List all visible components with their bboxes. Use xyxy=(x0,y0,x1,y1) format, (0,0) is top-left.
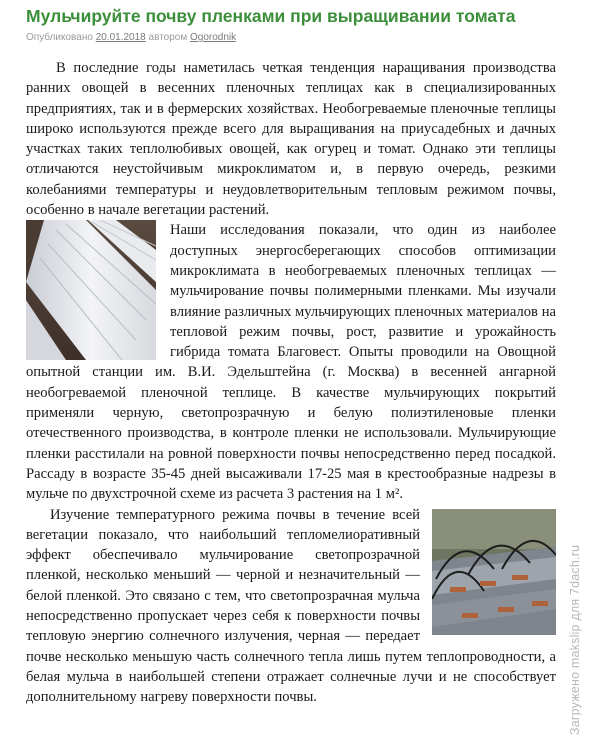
author-link[interactable]: Ogorodnik xyxy=(190,32,237,43)
mulch-film-hoops-photo xyxy=(432,509,556,635)
published-label: Опубликовано xyxy=(26,32,93,43)
article-paragraph-1: В последние годы наметилась четкая тенденция наращивания производства ранних овощей в весенних пленочных теплицах как в специализированных предприятиях, так и в фермерских хозяйствах. Необогреваемые пленочные теплицы широко используются прежде всего для выращивания на приусадебных и дачных участках таких теплолюбивых овощей, как огурец и томат. Однако эти теплицы отличаются неустойчивым микроклиматом и, в первую очередь, резкими колебаниями температуры и неудовлетворительным тепловым режимом почвы, особенно в начале вегетации растений. xyxy=(26,60,556,219)
article-paragraph-2: Наши исследования показали, что один из наиболее доступных энергосберегающих способов оптимизации микроклимата в необогреваемых пленочных теплицах — мульчирование почвы полимерными пленками. Мы изучали влияние различных мульчирующих пленочных материалов на тепловой режим почвы, рост, развитие и урожайность гибрида томата Благовест. Опыты проводили на Овощной опытной станции им. В.И. Эдельштейна (г. Москва) в весенней ангарной необогреваемой пленочной теплице. В качестве мульчирующих покрытий применяли черную, светопрозрачную и белую полиэтиленовые пленки отечественного производства, в контроле пленки не использовали. Мульчирующие пленки расстилали на ровной поверхности почвы непосредственно перед посадкой. Рассаду в возрасте 35-45 дней высаживали 17-25 мая в крестообразные надрезы в мульче по двухстрочной схеме из расчета 3 растения на 1 м². xyxy=(26,222,556,503)
article-body xyxy=(26,58,556,708)
article-meta xyxy=(26,32,236,43)
white-film-rows-photo xyxy=(26,220,156,360)
publish-date-link[interactable]: 20.01.2018 xyxy=(95,32,146,43)
site-watermark: Загружено makslip для 7dach.ru xyxy=(568,544,582,735)
article-paragraph-3: Изучение температурного режима почвы в течение всей вегетации показало, что наибольший тепломелиоративный эффект обеспечивало мульчирование светопрозрачной пленкой, несколько меньший — черной и незначительный — белой пленкой. Это связано с тем, что светопрозрачная мульча непосредственно пропускает через себя к поверхности почвы тепловую энергию солнечного излучения, черная — передает почве несколько меньшую часть солнечного тепла лишь путем теплопроводности, а белая мульча в наибольшей степени отражает солнечные лучи и не способствует дополнительному нагреву поверхности почвы. xyxy=(26,506,556,706)
article-title[interactable]: Мульчируйте почву пленками при выращивании томата xyxy=(26,6,516,26)
author-label: автором xyxy=(148,32,188,43)
